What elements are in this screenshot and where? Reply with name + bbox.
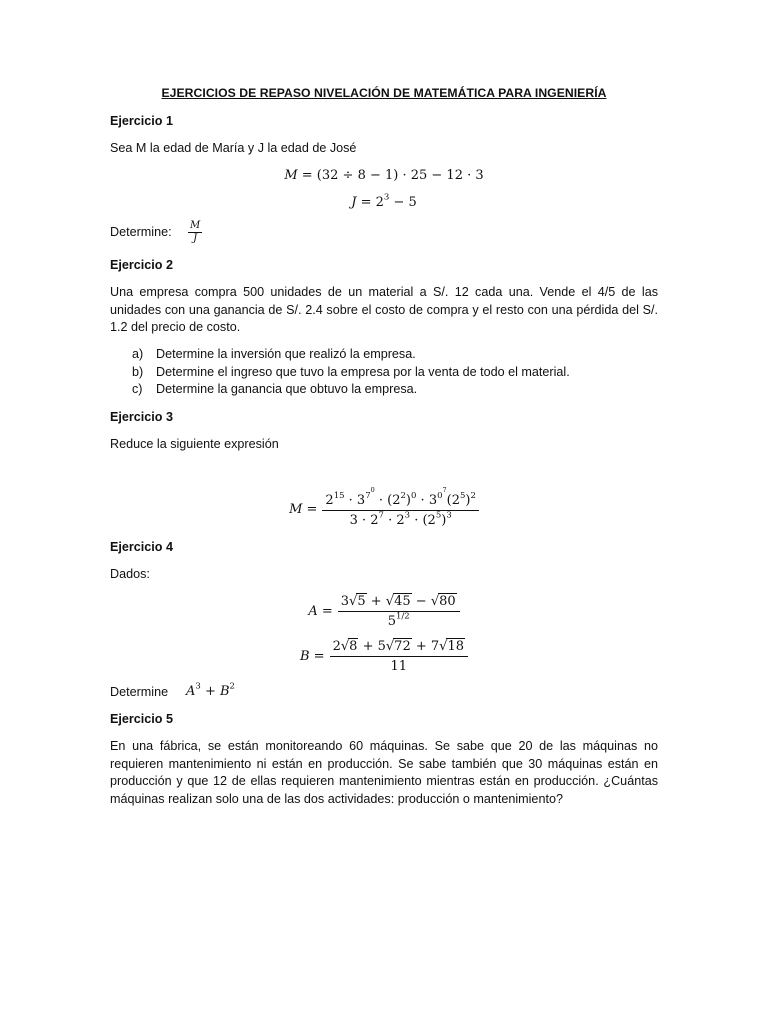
determine-label: Determine: — [110, 225, 172, 239]
ejercicio-2-heading: Ejercicio 2 — [110, 258, 174, 272]
ejercicio-4-heading: Ejercicio 4 — [110, 540, 174, 554]
ejercicio-1-determine — [110, 224, 172, 242]
list-marker: b) — [132, 364, 144, 379]
equation-m: M = (32 ÷ 8 − 1) · 25 − 12 · 3 — [284, 168, 484, 183]
ejercicio-2-paragraph: Una empresa compra 500 unidades de un material a S/. 12 cada una. Vende el 4/5 de las unidades con una ganancia de S/. 2.4 sobre el costo de compra y el resto con una pérdida del S/. 1.2 del precio de costo. — [110, 285, 658, 335]
expression-a3-plus-b2: $A^3 + B^2$ — [186, 681, 235, 699]
ejercicio-4-intro: Dados: — [110, 567, 150, 581]
ejercicio-5-paragraph: En una fábrica, se están monitoreando 60 máquinas. Se sabe que 20 de las máquinas no requieren mantenimiento ni están en producción. Se sabe también que 30 máquinas están en producción y que 12 de ellas requieren mantenimiento mientras están en producción. ¿Cuántas máquinas realizan solo una de las dos actividades: producción o mantenimiento? — [110, 739, 658, 806]
equation-reduce-m: M = $\frac{2^{15} \cdot 3^{7^0} \cdot (2^2)^0 \cdot 3^{0^7}(2^5)^2}{3 \cdot 2^7 \cdot 2^3 \cdot (2^5)^3}$ — [0, 490, 768, 529]
list-item-text: Determine la ganancia que obtuvo la empresa. — [156, 382, 418, 397]
ejercicio-3-heading: Ejercicio 3 — [110, 410, 174, 424]
ejercicio-1-heading: Ejercicio 1 — [110, 114, 174, 128]
ejercicio-5-heading: Ejercicio 5 — [110, 712, 174, 726]
list-marker: a) — [132, 347, 144, 361]
document-title: EJERCICIOS DE REPASO NIVELACIÓN DE MATEMÁTICA PARA INGENIERÍA — [161, 86, 607, 100]
ejercicio-1-intro: Sea M la edad de María y J la edad de José — [110, 141, 357, 155]
equation-b: B = $\frac{2√8 + 5√72 + 7√18}{11}$ — [0, 638, 768, 675]
list-item-text: Determine el ingreso que tuvo la empresa por la venta de todo el material. — [156, 364, 570, 379]
ejercicio-4-determine: Determine — [110, 685, 169, 699]
equation-a: A = $\frac{3√5 + √45 - √80}{5^{1/2}}$ — [0, 593, 768, 630]
fraction-m-over-j: $\frac{M}{J}$ — [190, 220, 201, 244]
equation-j: $J = 2^3 - 5$ — [351, 192, 417, 210]
ejercicio-3-intro: Reduce la siguiente expresión — [110, 437, 279, 451]
list-item-text: Determine la inversión que realizó la empresa. — [156, 347, 416, 361]
list-marker: c) — [132, 382, 143, 397]
